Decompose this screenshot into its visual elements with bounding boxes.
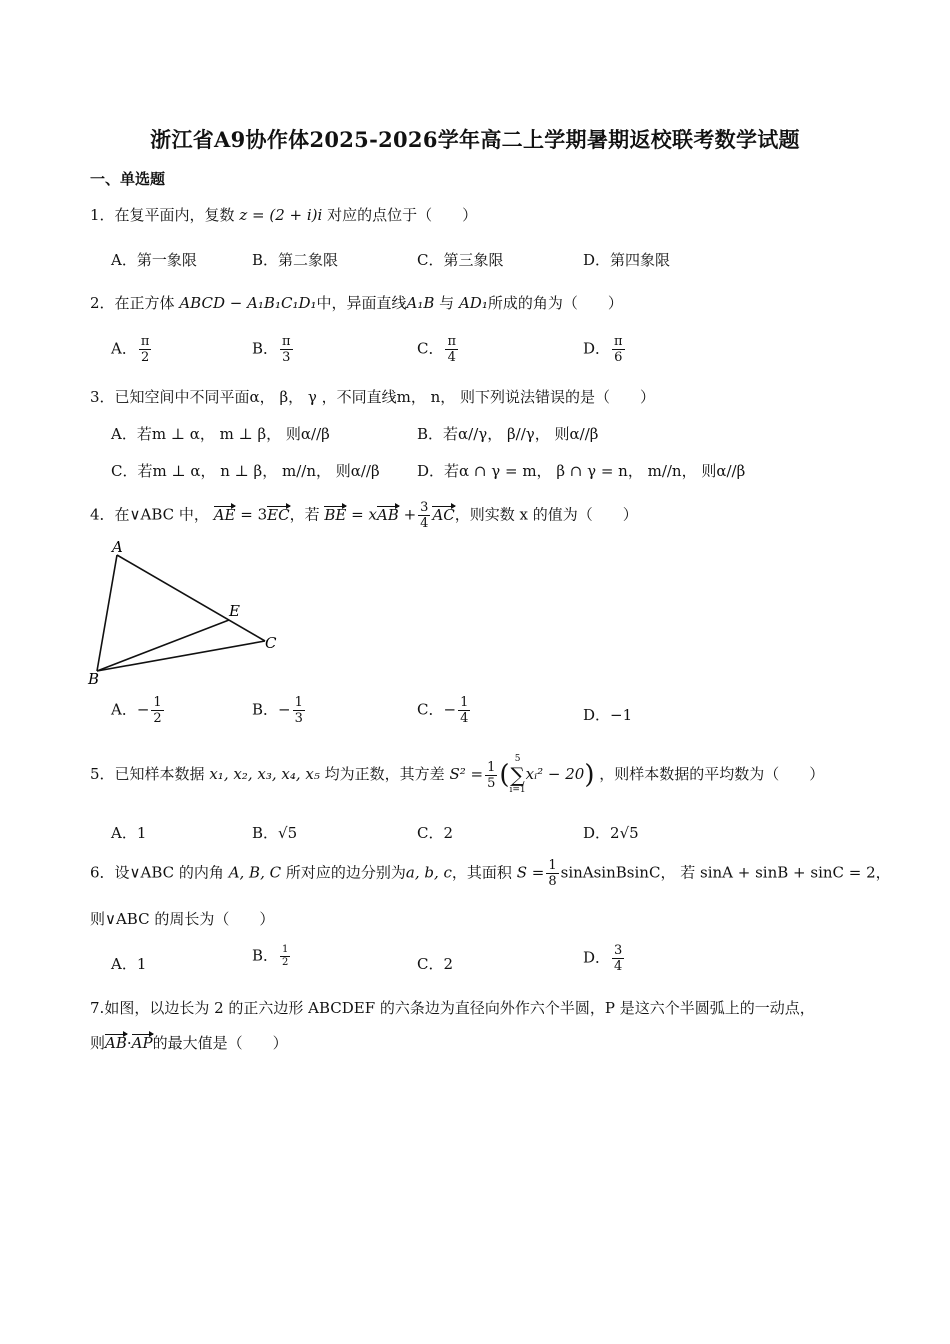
q3-option-c[interactable]: C．若m ⊥ α， n ⊥ β， m//n， 则α//β bbox=[111, 462, 380, 480]
question-7-line-2: 则AB·AP的最大值是（ ） bbox=[90, 1034, 288, 1052]
question-1: 1．在复平面内，复数 z = (2 + i)i 对应的点位于（ ） bbox=[90, 206, 478, 224]
question-7: 7.如图，以边长为 2 的正六边形 ABCDEF 的六条边为直径向外作六个半圆，P 是这六个半圆弧上的一动点， bbox=[90, 999, 815, 1017]
triangle-figure bbox=[85, 538, 285, 688]
vector-ec: EC bbox=[267, 505, 290, 524]
vector-be: BE bbox=[324, 505, 347, 524]
question-2: 2．在正方体 ABCD − A₁B₁C₁D₁中，异面直线A₁B 与 AD₁所成的角为（ ） bbox=[90, 294, 623, 312]
question-6-line-2: 则∨ABC 的周长为（ ） bbox=[90, 910, 275, 928]
question-number: 7. bbox=[90, 999, 105, 1017]
q5-option-c[interactable]: C．2 bbox=[417, 824, 454, 842]
edge-bc bbox=[97, 641, 265, 671]
label-e: E bbox=[229, 602, 240, 620]
vector-ac: AC bbox=[432, 505, 455, 524]
q4-option-c[interactable]: C．− $\frac{1}{4}$ bbox=[417, 695, 469, 726]
vector-ae: AE bbox=[213, 505, 236, 524]
question-number: 6． bbox=[90, 863, 115, 882]
vector-ab: AB bbox=[376, 505, 399, 524]
q3-option-d[interactable]: D．若α ∩ γ = m， β ∩ γ = n， m//n， 则α//β bbox=[417, 462, 746, 480]
math-expression: z = (2 + i)i bbox=[239, 206, 323, 224]
question-6: 6．设∨ABC 的内角 A, B, C 所对应的边分别为a, b, c，其面积 S = $\frac{1}{8}$ sinAsinBsinC， 若 sinA + sinB + sinC = 2， bbox=[90, 858, 891, 889]
q2-option-a[interactable]: A． $\frac{\pi}{2}$ bbox=[111, 334, 150, 365]
q1-option-d[interactable]: D．第四象限 bbox=[583, 251, 671, 269]
vector-ab: AB bbox=[105, 1034, 127, 1052]
q4-option-a[interactable]: A．− $\frac{1}{2}$ bbox=[111, 695, 162, 726]
q6-option-d[interactable]: D． $\frac{3}{4}$ bbox=[583, 943, 623, 974]
q1-option-a[interactable]: A．第一象限 bbox=[111, 251, 197, 269]
question-number: 2． bbox=[90, 294, 115, 312]
question-5: 5．已知样本数据 x₁, x₂, x₃, x₄, x₅ 均为正数，其方差 S² = $\frac{1}{5}$ ( 5 ∑ i=1 xᵢ² − 20) ，则样本数据的平均数为（ ） bbox=[90, 754, 825, 795]
page-title: 浙江省A9协作体2025-2026学年高二上学期暑期返校联考数学试题 bbox=[150, 127, 800, 152]
question-number: 3． bbox=[90, 388, 115, 406]
label-c: C bbox=[265, 634, 277, 652]
question-number: 1． bbox=[90, 206, 115, 224]
question-3: 3．已知空间中不同平面α， β， γ ，不同直线m， n， 则下列说法错误的是（ ） bbox=[90, 388, 656, 406]
q2-option-d[interactable]: D． $\frac{\pi}{6}$ bbox=[583, 334, 623, 365]
edge-ab bbox=[97, 555, 117, 671]
q5-option-d[interactable]: D．2√5 bbox=[583, 824, 639, 842]
q5-option-a[interactable]: A．1 bbox=[111, 824, 147, 842]
question-number: 4． bbox=[90, 505, 115, 524]
segment-be bbox=[97, 620, 229, 671]
question-4: 4．在∨ABC 中， AE = 3EC，若 BE = xAB + $\frac{3}{4}$ AC，则实数 x 的值为（ ） bbox=[90, 500, 638, 531]
q4-option-b[interactable]: B．− $\frac{1}{3}$ bbox=[252, 695, 303, 726]
section-heading: 一、单选题 bbox=[90, 170, 166, 188]
label-a: A bbox=[112, 538, 123, 556]
q4-option-d[interactable]: D．−1 bbox=[583, 706, 633, 724]
q6-option-b[interactable]: B． $\frac{1}{2}$ bbox=[252, 944, 289, 968]
q2-option-c[interactable]: C． $\frac{\pi}{4}$ bbox=[417, 334, 457, 365]
summation: 5 ∑ i=1 bbox=[509, 754, 526, 795]
q2-option-b[interactable]: B． $\frac{\pi}{3}$ bbox=[252, 334, 291, 365]
q5-option-b[interactable]: B．√5 bbox=[252, 824, 298, 842]
q3-option-a[interactable]: A．若m ⊥ α， m ⊥ β， 则α//β bbox=[111, 425, 330, 443]
label-b: B bbox=[88, 670, 100, 688]
q3-option-b[interactable]: B．若α//γ， β//γ， 则α//β bbox=[417, 425, 599, 443]
q6-option-a[interactable]: A．1 bbox=[111, 955, 147, 973]
q6-option-c[interactable]: C．2 bbox=[417, 955, 454, 973]
question-number: 5． bbox=[90, 765, 115, 783]
vector-ap: AP bbox=[131, 1034, 153, 1052]
q1-option-b[interactable]: B．第二象限 bbox=[252, 251, 339, 269]
q1-option-c[interactable]: C．第三象限 bbox=[417, 251, 504, 269]
edge-ac bbox=[117, 555, 265, 641]
